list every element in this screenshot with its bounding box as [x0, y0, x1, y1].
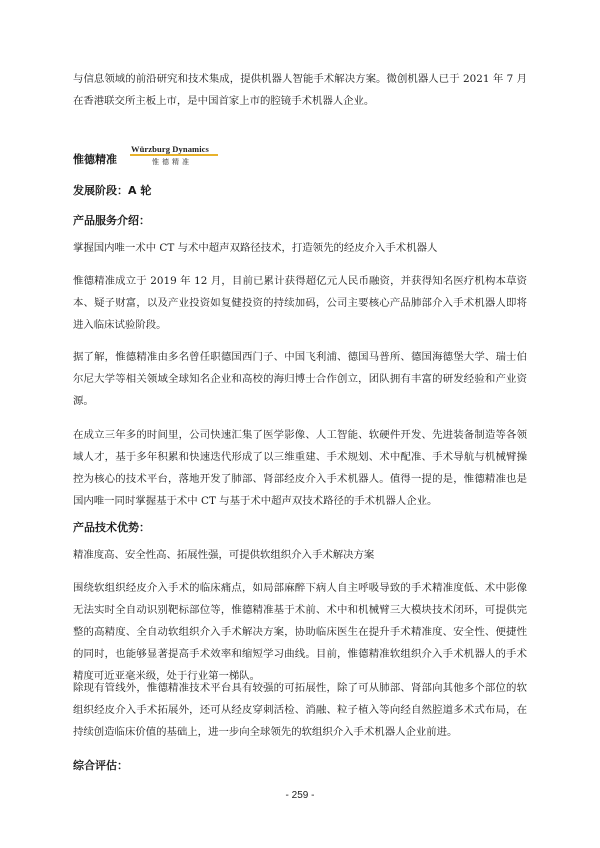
company-logo — [128, 144, 220, 170]
logo-wordmark: Würzburg Dynamics — [131, 144, 209, 154]
company-header — [73, 144, 527, 172]
product-intro-paragraph: 掌握国内唯一术中 CT 与术中超声双路径技术，打造领先的经皮介入手术机器人 — [73, 242, 438, 254]
logo-underline — [130, 154, 218, 156]
product-intro-paragraph: 惟德精准成立于 2019 年 12 月，目前已累计获得超亿元人民币融资，并获得知名医疗机构本草资本、疑子财富，以及产业投资如复健投资的持续加码，公司主要核心产品肺部介入手术机器人即将进入临床试验阶段。 — [73, 275, 527, 331]
page-number: - 259 - — [285, 790, 315, 801]
tech-advantage-paragraph: 精准度高、安全性高、拓展性强，可提供软组织介入手术解决方案 — [73, 549, 375, 561]
development-stage: 发展阶段：A 轮 — [73, 184, 152, 197]
overall-eval-heading: 综合评估： — [73, 759, 128, 772]
company-name: 惟德精准 — [73, 153, 117, 166]
tech-advantage-paragraph: 除现有管线外，惟德精准技术平台具有较强的可拓展性，除了可从肺部、肾部向其他多个部位的软组织经皮介入手术拓展外，还可从经皮穿刺活检、消融、粒子植入等向经自然腔道多术式布局，在持续创造临床价值的基础上，进一步向全球领先的软组织介入手术机器人企业前进。 — [73, 682, 527, 738]
tech-advantage-heading: 产品技术优势： — [73, 521, 150, 534]
tech-advantage-paragraph: 围绕软组织经皮介入手术的临床痛点，如局部麻醉下病人自主呼吸导致的手术精准度低、术中影像无法实时全自动识别靶标部位等，惟德精准基于术前、术中和机械臂三大模块技术闭环，可提供完整的高精度、全自动软组织介入手术解决方案，协助临床医生在提升手术精准度、安全性、便捷性的同时，也能够显著提高手术效率和缩短学习曲线。目前，惟德精准软组织介入手术机器人的手术精度可近亚毫米级，处于行业第一梯队。 — [73, 582, 527, 682]
intro-paragraph: 与信息领域的前沿研究和技术集成，提供机器人智能手术解决方案。微创机器人已于 2021 年 7 月在香港联交所主板上市，是中国首家上市的腔镜手术机器人企业。 — [73, 73, 527, 107]
product-intro-paragraph: 在成立三年多的时间里，公司快速汇集了医学影像、人工智能、软硬件开发、先进装备制造等各领域人才，基于多年积累和快速迭代形成了以三维重建、手术规划、术中配准、手术导航与机械臂操控为核心的技术平台，落地开发了肺部、肾部经皮介入手术机器人。值得一提的是，惟德精准也是国内唯一同时掌握基于术中 CT 与基于术中超声双技术路径的手术机器人企业。 — [73, 429, 527, 507]
product-intro-heading: 产品服务介绍： — [73, 214, 150, 227]
logo-subtitle: 惟德精准 — [152, 158, 192, 166]
product-intro-paragraph: 据了解，惟德精准由多名曾任职德国西门子、中国飞利浦、德国马普所、德国海德堡大学、瑞士伯尔尼大学等相关领域全球知名企业和高校的海归博士合作创立，团队拥有丰富的研发经验和产业资源。 — [73, 351, 527, 407]
